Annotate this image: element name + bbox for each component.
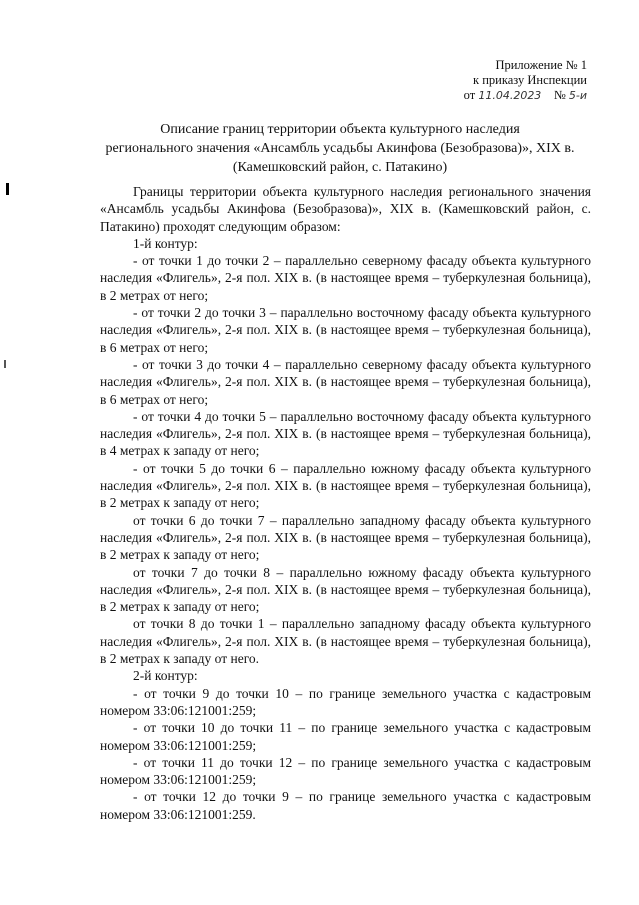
boundary-segment: - от точки 11 до точки 12 – по границе земельного участка с кадастровым номером 33:06:121001:259;: [100, 754, 591, 788]
document-body: [100, 183, 591, 823]
boundary-segment: - от точки 4 до точки 5 – параллельно восточному фасаду объекта культурного наследия «Флигель», 2-я пол. XIX в. (в настоящее время – туберкулезная больница), в 4 метрах к западу от него;: [100, 408, 591, 459]
appendix-date-line: [347, 88, 587, 103]
appendix-header: [347, 58, 587, 103]
boundary-segment: от точки 8 до точки 1 – параллельно западному фасаду объекта культурного наследия «Флигель», 2-я пол. XIX в. (в настоящее время – туберкулезная больница), в 2 метрах к западу от него.: [100, 616, 591, 667]
document-title: [80, 120, 600, 177]
scan-margin-mark: [6, 183, 9, 195]
scan-margin-mark: [4, 360, 6, 368]
boundary-segment: - от точки 2 до точки 3 – параллельно восточному фасаду объекта культурного наследия «Флигель», 2-я пол. XIX в. (в настоящее время – туберкулезная больница), в 6 метрах от него;: [100, 305, 591, 355]
boundary-segment: - от точки 1 до точки 2 – параллельно северному фасаду объекта культурного наследия «Флигель», 2-я пол. XIX в. (в настоящее время – туберкулезная больница), в 2 метрах от него;: [100, 253, 591, 303]
boundary-segment: - от точки 9 до точки 10 – по границе земельного участка с кадастровым номером 33:06:121001:259;: [100, 685, 591, 718]
number-prefix: №: [553, 88, 566, 102]
boundary-segment: - от точки 5 до точки 6 – параллельно южному фасаду объекта культурного наследия «Флигель», 2-я пол. XIX в. (в настоящее время – туберкулезная больница), в 2 метрах к западу от него;: [100, 460, 591, 511]
boundary-segment: - от точки 3 до точки 4 – параллельно северному фасаду объекта культурного наследия «Флигель», 2-я пол. XIX в. (в настоящее время – туберкулезная больница), в 6 метрах от него;: [100, 356, 591, 407]
title-line: регионального значения «Ансамбль усадьбы Акинфова (Безобразова)», XIX в.: [105, 141, 575, 156]
appendix-order-ref: к приказу Инспекции: [473, 73, 587, 87]
intro-paragraph: Границы территории объекта культурного наследия регионального значения «Ансамбль усадьбы Акинфова (Безобразова)», XIX в. (Камешковский район, с. Патакино) проходят следующим образом:: [100, 184, 591, 234]
boundary-segment: - от точки 10 до точки 11 – по границе земельного участка с кадастровым номером 33:06:121001:259;: [100, 720, 591, 753]
boundary-segment: от точки 7 до точки 8 – параллельно южному фасаду объекта культурного наследия «Флигель», 2-я пол. XIX в. (в настоящее время – туберкулезная больница), в 2 метрах к западу от него;: [100, 564, 591, 615]
boundary-segment: от точки 6 до точки 7 – параллельно западному фасаду объекта культурного наследия «Флигель», 2-я пол. XIX в. (в настоящее время – туберкулезная больница), в 2 метрах к западу от него;: [100, 512, 591, 563]
title-line: (Камешковский район, с. Патакино): [232, 160, 448, 175]
handwritten-date: 11.04.2023: [478, 89, 542, 102]
title-line: Описание границ территории объекта культурного наследия: [160, 122, 520, 137]
date-prefix: от: [463, 88, 476, 102]
handwritten-number: 5-и: [568, 89, 587, 102]
boundary-segment: - от точки 12 до точки 9 – по границе земельного участка с кадастровым номером 33:06:121001:259.: [100, 789, 591, 822]
contour-heading: 1-й контур:: [133, 235, 198, 251]
contour-heading: 2-й контур:: [133, 668, 198, 684]
appendix-number: Приложение № 1: [495, 58, 587, 72]
